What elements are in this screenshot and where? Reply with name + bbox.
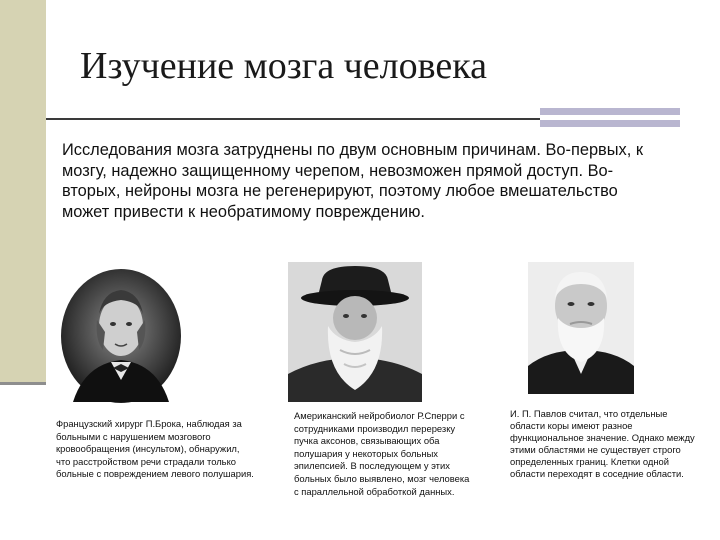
portrait-darwin-hat (288, 262, 422, 402)
decorative-left-bar-line (0, 382, 46, 385)
accent-bar-bottom (540, 120, 680, 127)
decorative-left-bar (0, 0, 46, 382)
intro-paragraph: Исследования мозга затруднены по двум основным причинам. Во-первых, к мозгу, надежно защищенному черепом, невозможен прямой доступ. Во-вторых, нейроны мозга не регенерируют, поэтому любое вмешательство может привести к необратимому повреждению. (62, 141, 644, 221)
caption-broca: Французский хирург П.Брока, наблюдая за больными с нарушением мозгового кровообращения (инсультом), обнаружил, что расстройством речи страдали только больные с повреждением левого полушария. (56, 418, 254, 480)
slide-title: Изучение мозга человека (80, 45, 487, 87)
accent-bar-top (540, 108, 680, 115)
portrait-pavlov (528, 262, 634, 394)
caption-pavlov: И. П. Павлов считал, что отдельные области коры имеют разное функциональное значение. Однако между этими областями не существует строго определенных границ. Клетки одной области переходят в соседние области. (510, 408, 695, 479)
title-underline (46, 118, 540, 120)
portrait-broca (55, 264, 187, 404)
caption-sperry: Американский нейробиолог Р.Сперри с сотрудниками производил перерезку пучка аксонов, связывающих оба полушария у некоторых больных эпилепсией. В последующем у этих больных было выявлено, мозг человека с параллельной обработкой данных. (294, 410, 470, 497)
